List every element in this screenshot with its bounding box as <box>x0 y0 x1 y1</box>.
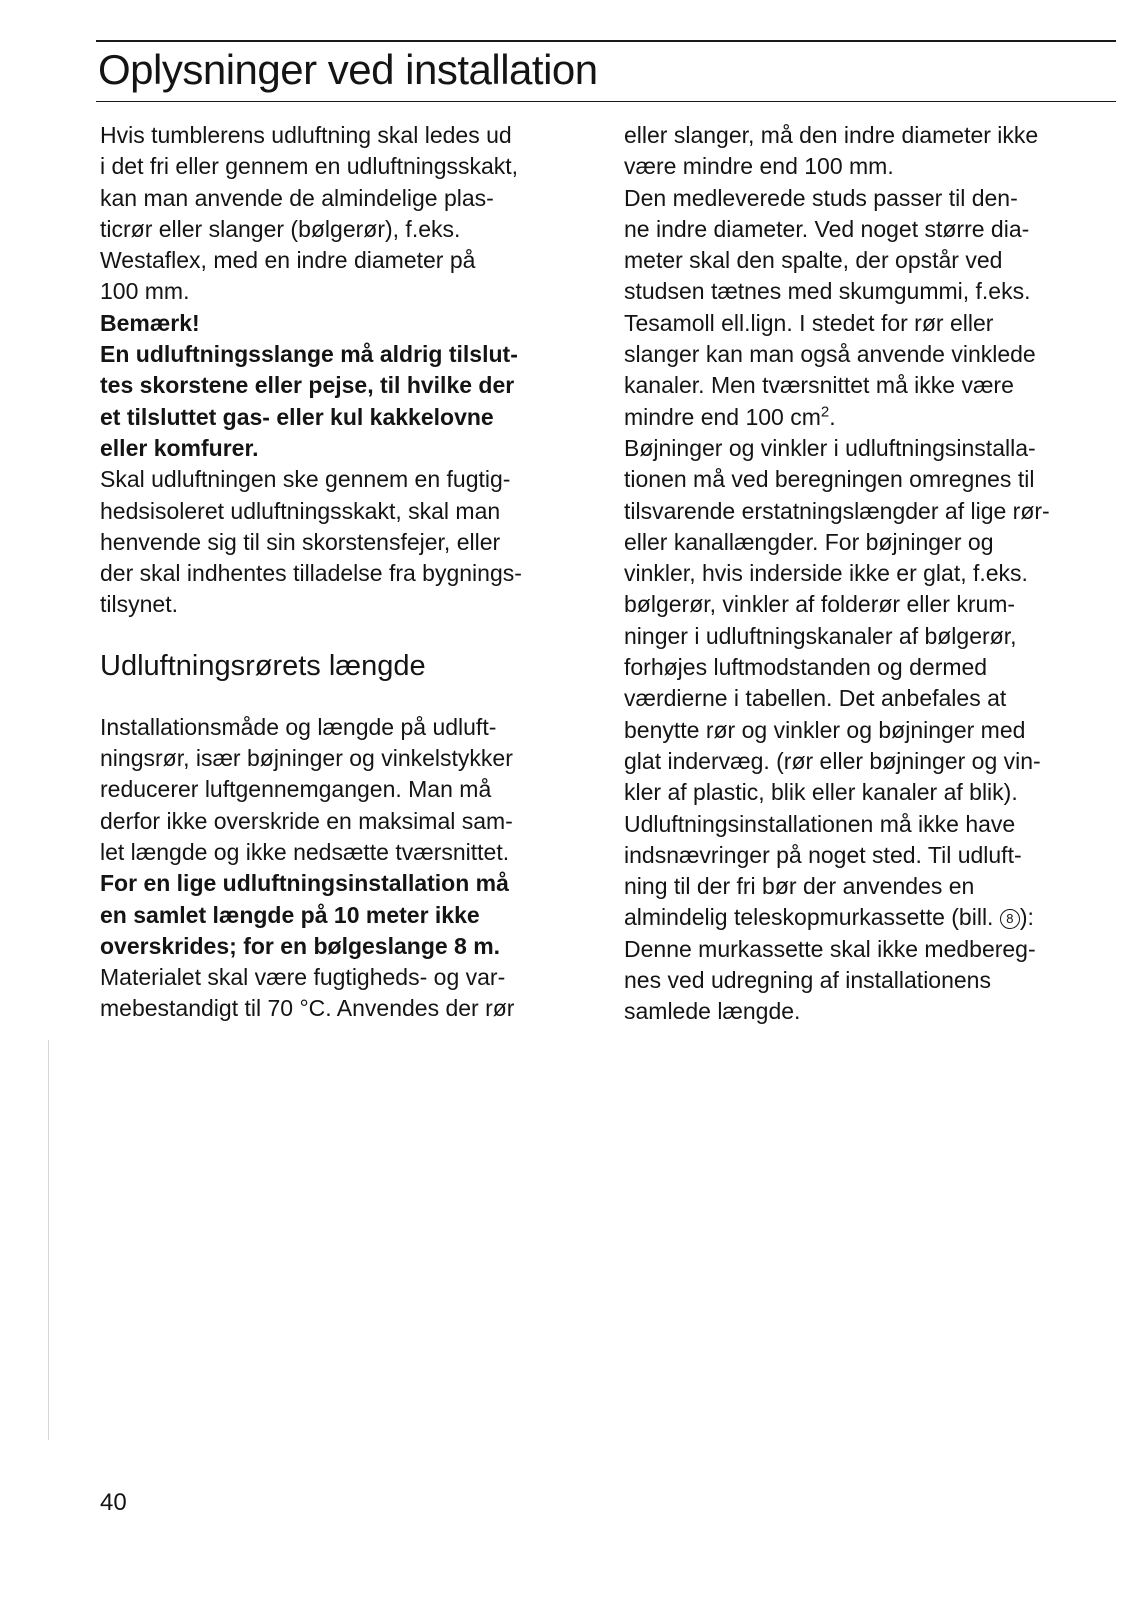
text-line: være mindre end 100 mm. <box>624 153 894 180</box>
text-line: kler af plastic, blik eller kanaler af blik). <box>624 779 1018 806</box>
page-number: 40 <box>100 1489 127 1516</box>
material-paragraph <box>100 962 590 1025</box>
text-line: derfor ikke overskride en maksimal sam- <box>100 807 513 834</box>
text-line: hedsisoleret udluftningsskakt, skal man <box>100 497 501 524</box>
area-text: mindre end 100 cm <box>624 403 821 430</box>
note-heading: Bemærk! <box>100 309 200 336</box>
text-line: tilsvarende erstatningslængder af lige rør- <box>624 497 1050 524</box>
figure-reference-line <box>624 902 1116 933</box>
page-title: Oplysninger ved installation <box>98 46 598 93</box>
text-line: tes skorstene eller pejse, til hvilke der <box>100 372 515 399</box>
superscript-2: 2 <box>820 403 830 421</box>
text-line: eller slanger, må den indre diameter ikke <box>624 122 1039 148</box>
text-line: Westaflex, med en indre diameter på <box>100 247 476 274</box>
text-line: i det fri eller gennem en udluftningsskakt, <box>100 153 519 180</box>
length-paragraph <box>100 712 590 868</box>
shaft-paragraph <box>100 464 590 620</box>
header-bottom-rule <box>96 101 1116 102</box>
text-line: samlede længde. <box>624 998 801 1025</box>
text-line: glat indervæg. (rør eller bøjninger og vin- <box>624 747 1041 774</box>
text-line: Den medleverede studs passer til den- <box>624 184 1018 211</box>
text-line: 100 mm. <box>100 278 190 305</box>
text-line: ninger i udluftningskanaler af bølgerør, <box>624 622 1017 649</box>
figure-line-text: almindelig teleskopmurkassette (bill. <box>624 904 1000 931</box>
intro-paragraph <box>100 120 590 308</box>
area-line <box>624 402 1116 433</box>
text-line: eller kanallængder. For bøjninger og <box>624 528 994 555</box>
text-line: overskrides; for en bølgeslange 8 m. <box>100 932 501 959</box>
text-line: studsen tætnes med skumgummi, f.eks. <box>624 278 1031 305</box>
text-line: henvende sig til sin skorstensfejer, eller <box>100 528 501 555</box>
area-period: . <box>829 403 836 430</box>
figure-number-8: 8 <box>1000 909 1020 929</box>
text-line: ticrør eller slanger (bølgerør), f.eks. <box>100 215 461 242</box>
warning-paragraph <box>100 339 590 464</box>
diameter-paragraph <box>624 120 1116 433</box>
text-line: slanger kan man også anvende vinklede <box>624 341 1036 368</box>
text-line: Materialet skal være fugtigheds- og var- <box>100 964 506 991</box>
text-line: ne indre diameter. Ved noget større dia- <box>624 215 1030 242</box>
text-line: meter skal den spalte, der opstår ved <box>624 247 1003 274</box>
text-line: Installationsmåde og længde på udluft- <box>100 713 497 740</box>
right-column <box>624 120 1116 1028</box>
text-line: Hvis tumblerens udluftning skal ledes ud <box>100 122 512 148</box>
text-line: vinkler, hvis inderside ikke er glat, f.eks. <box>624 560 1028 587</box>
text-line: en samlet længde på 10 meter ikke <box>100 901 480 928</box>
text-line: Bøjninger og vinkler i udluftningsinstalla- <box>624 434 1036 461</box>
bends-paragraph <box>624 433 1116 1028</box>
length-limit-paragraph <box>100 868 590 962</box>
text-line: indsnævringer på noget sted. Til udluft- <box>624 841 1022 868</box>
text-line: der skal indhentes tilladelse fra bygnings- <box>100 560 522 587</box>
text-line: mebestandigt til 70 °C. Anvendes der rør <box>100 995 515 1022</box>
text-line: tionen må ved beregningen omregnes til <box>624 466 1035 493</box>
text-line: Denne murkassette skal ikke medbereg- <box>624 935 1036 962</box>
figure-line-end: ): <box>1019 904 1034 931</box>
text-line: nes ved udregning af installationens <box>624 967 991 994</box>
scan-artifact-line <box>48 1040 49 1440</box>
text-line: let længde og ikke nedsætte tværsnittet. <box>100 838 510 865</box>
left-column <box>100 120 590 1025</box>
text-line: Skal udluftningen ske gennem en fugtig- <box>100 466 511 493</box>
text-line: tilsynet. <box>100 591 178 618</box>
section-heading: Udluftningsrørets længde <box>100 649 426 682</box>
text-line: ningsrør, især bøjninger og vinkelstykker <box>100 745 513 772</box>
text-line: Tesamoll ell.lign. I stedet for rør eller <box>624 309 994 336</box>
text-line: kanaler. Men tværsnittet må ikke være <box>624 372 1014 399</box>
text-line: benytte rør og vinkler og bøjninger med <box>624 716 1026 743</box>
header-top-rule <box>96 40 1116 42</box>
text-line: værdierne i tabellen. Det anbefales at <box>624 685 1007 712</box>
text-line: ning til der fri bør der anvendes en <box>624 873 975 900</box>
text-line: Udluftningsinstallationen må ikke have <box>624 810 1016 837</box>
text-line: For en lige udluftningsinstallation må <box>100 870 509 897</box>
text-line: kan man anvende de almindelige plas- <box>100 184 494 211</box>
text-line: bølgerør, vinkler af folderør eller krum- <box>624 591 1016 618</box>
text-line: En udluftningsslange må aldrig tilslut- <box>100 341 518 368</box>
text-line: reducerer luftgennemgangen. Man må <box>100 776 492 803</box>
text-line: et tilsluttet gas- eller kul kakkelovne <box>100 403 494 430</box>
text-line: eller komfurer. <box>100 434 259 461</box>
text-line: forhøjes luftmodstanden og dermed <box>624 654 988 681</box>
